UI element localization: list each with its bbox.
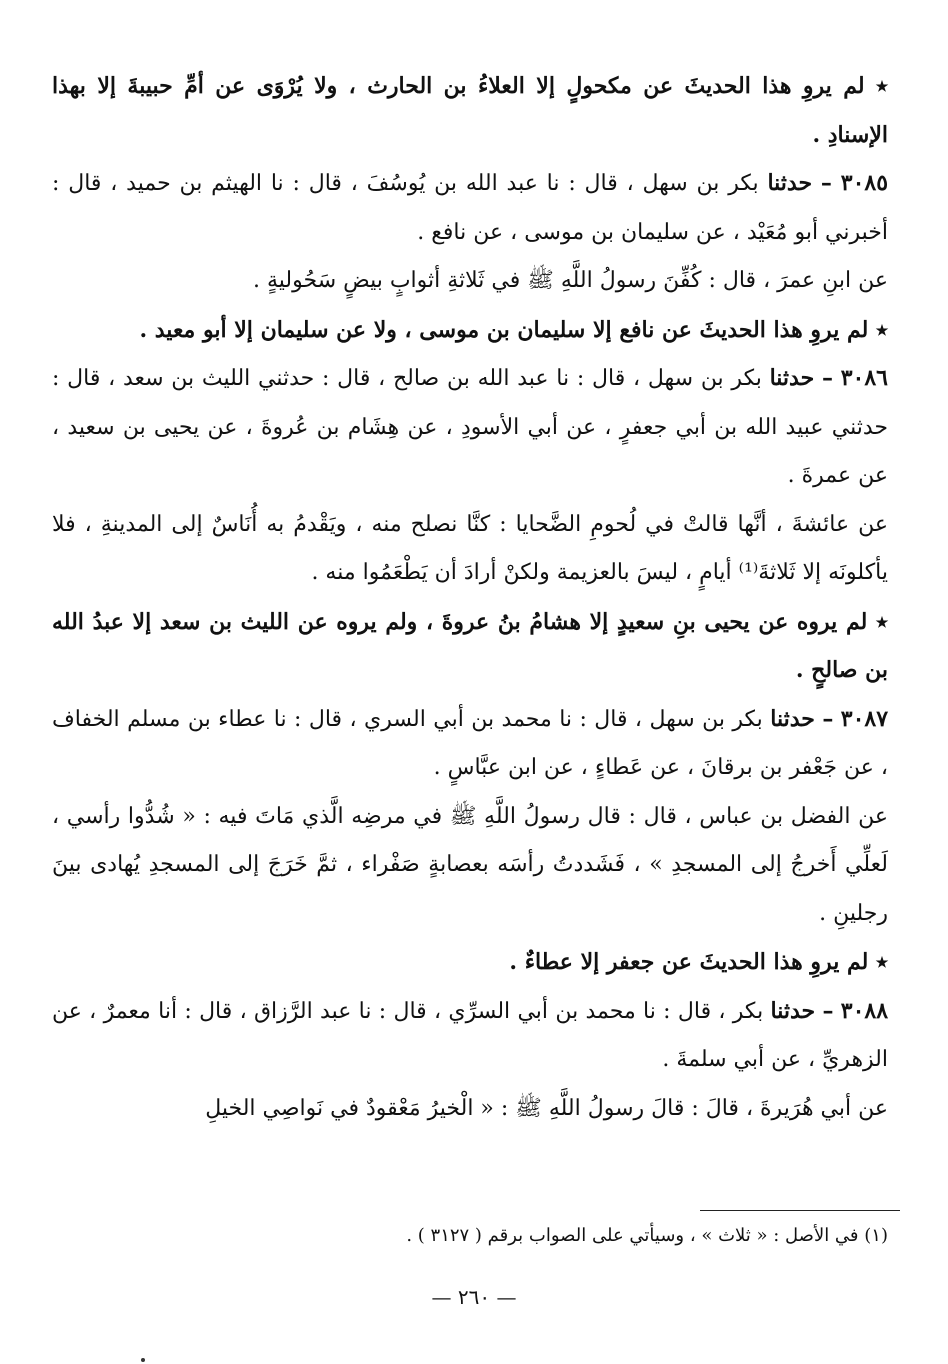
isnad-text: بكر بن سهل ، قال : نا عبد الله بن صالح ، قال : حدثني الليث بن سعد ، قال : حدثني عبيد الله بن أبي جعفرٍ ، عن أبي الأسودِ ، عن هِشَام بن عُروةَ ، عن يحيى بن سعيد ، عن عمرةَ . (52, 366, 888, 488)
hadith-number: ٣٠٨٧ (840, 705, 889, 732)
hadith-isnad-paragraph (52, 354, 888, 501)
commentary-text: لم يروِ هذا الحديثَ عن مكحولٍ إلا العلاءُ بن الحارث ، ولا يُرْوَى عن أمِّ حبيبةَ إلا بهذا الإسنادِ . (52, 73, 888, 148)
dash: – (822, 705, 834, 732)
hadith-matn-paragraph (52, 501, 888, 598)
main-text (52, 62, 888, 1133)
commentary-text: لم يروه عن يحيى بنِ سعيدٍ إلا هشامُ بنُ عروةَ ، ولم يروه عن الليث بن سعد إلا عبدُ الله بن صالحٍ . (52, 608, 888, 683)
hadith-isnad-paragraph (52, 159, 888, 257)
hadith-number: ٣٠٨٥ (840, 170, 889, 196)
footnote: (١) في الأصل : « ثلاث » ، وسيأتي على الصواب برقم ( ٣١٢٧ ) . (406, 1225, 888, 1246)
page-number: — ٢٦٠ — (431, 1285, 517, 1309)
commentary-paragraph (52, 938, 888, 987)
matn-text: عن أبي هُرَيرةَ ، قالَ : قالَ رسولُ اللَّهِ ﷺ : « الْخيرُ مَعْقودٌ في نَواصِي الخيلِ (205, 1095, 888, 1121)
hadith-heading: حدثنا (770, 705, 815, 732)
commentary-paragraph (52, 62, 888, 159)
hadith-number: ٣٠٨٨ (840, 997, 889, 1024)
matn-text: عن عائشةَ ، أنَّها قالتْ في لُحومِ الضَّحايا : كنَّا نصلح منه ، ويَقْدمُ به أُنَاسٌ إلى المدينةِ ، فلا يأكلونَه إلا ثَلاثةَ⁽¹⁾ أيامٍ ، ليسَ بالعزيمة ولكنْ أرادَ أن يَطْعَمُوا منه . (52, 511, 888, 585)
dash: – (822, 997, 834, 1024)
hadith-heading: حدثنا (770, 997, 816, 1024)
hadith-matn-paragraph (52, 793, 888, 939)
dash: – (821, 365, 833, 391)
star-marker: ٭ (875, 73, 888, 99)
matn-text: عن ابنِ عمرَ ، قال : كُفِّنَ رسولُ اللَّهِ ﷺ في ثَلاثةِ أثوابٍ بيضٍ سَحُوليةٍ . (253, 268, 888, 293)
isnad-text: بكر بن سهل ، قال : نا محمد بن أبي السري ، قال : نا عطاء بن مسلم الخفاف ، عن جَعْفر بن برقانَ ، عن عَطاءٍ ، عن ابن عبَّاسٍ . (52, 706, 888, 780)
hadith-heading: حدثنا (769, 365, 815, 391)
matn-text: عن الفضل بن عباس ، قال : قال رسولُ اللَّهِ ﷺ في مرضِه الَّذي مَاتَ فيه : « شُدُّوا رأسي ، لَعلِّي أَخرجُ إلى المسجدِ » ، فَشَددتُ رأسَه بعصابةٍ صَفْراء ، ثمَّ خَرَجَ إلى المسجدِ يُهادى بينَ رجلينِ . (52, 803, 888, 926)
hadith-isnad-paragraph (52, 695, 888, 793)
commentary-text: لم يروِ هذا الحديثَ عن نافع إلا سليمان بن موسى ، ولا عن سليمان إلا أبو معيد . (139, 316, 869, 343)
hadith-heading: حدثنا (767, 170, 813, 196)
hadith-number: ٣٠٨٦ (840, 365, 888, 391)
scan-speck (141, 1358, 145, 1362)
star-marker: ٭ (876, 316, 888, 343)
star-marker: ٭ (876, 949, 888, 975)
isnad-text: بكر ، قال : نا محمد بن أبي السرِّي ، قال : نا عبد الرَّزاق ، قال : أنا معمرٌ ، عن الزهريِّ ، عن أبي سلمةَ . (52, 998, 888, 1072)
commentary-text: لم يروِ هذا الحديثَ عن جعفر إلا عطاءٌ . (509, 949, 869, 975)
footnote-divider (700, 1210, 900, 1211)
hadith-matn-paragraph (52, 257, 888, 306)
star-marker: ٭ (875, 608, 888, 635)
hadith-matn-paragraph (52, 1085, 888, 1134)
commentary-paragraph (52, 598, 888, 695)
hadith-isnad-paragraph (52, 987, 888, 1085)
dash: – (820, 170, 832, 196)
isnad-text: بكر بن سهل ، قال : نا عبد الله بن يُوسُفَ ، قال : نا الهيثم بن حميد ، قال : أخبرني أبو مُعَيْد ، عن سليمان بن موسى ، عن نافع . (52, 171, 888, 245)
commentary-paragraph (52, 306, 888, 355)
